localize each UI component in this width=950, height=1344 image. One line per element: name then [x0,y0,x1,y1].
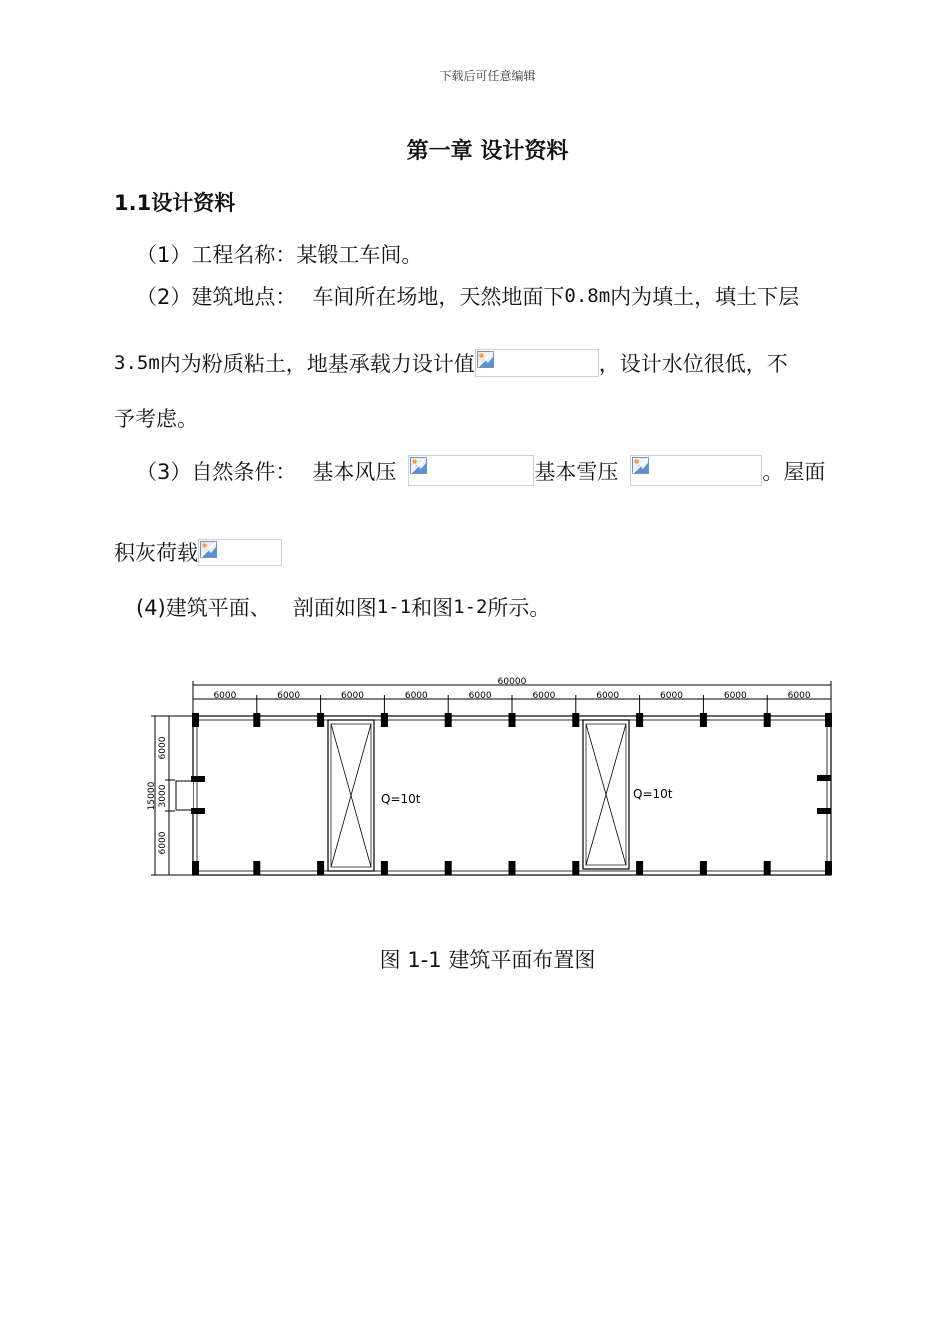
total-length-label: 60000 [497,677,527,687]
width-total-label: 15000 [147,781,157,811]
column-top [572,713,579,727]
bay-dimension-label: 6000 [341,691,364,701]
broken-image-icon [477,351,494,368]
item-2-text-a: 车间所在场地，天然地面下 [312,285,565,309]
right-opening-column-top [817,775,831,781]
item-4-text-c: 所示。 [487,596,551,620]
item-2-text-b: 内为填土，填土下层 [610,285,800,309]
item-natural-conditions [136,455,825,486]
column-top [317,713,324,727]
page-header-note: 下载后可任意编辑 [439,69,536,83]
site-continued-2 [114,403,198,433]
bay-dimension-label: 6000 [660,691,683,701]
fig-ref-2: 1-2 [453,596,488,618]
wind-pressure-label: 基本风压 [312,459,397,484]
item-2-label: （2）建筑地点： [136,285,297,309]
building-inner-wall [197,720,827,871]
broken-image-icon [410,457,427,474]
column-bottom [445,861,452,875]
column-top [825,713,832,727]
left-entrance [176,781,193,810]
column-top [764,713,771,727]
bay-dimension-label: 6000 [468,691,492,701]
item-project-name [136,239,422,269]
wind-pressure-image [408,455,534,486]
bay-dimension-label: 6000 [532,691,556,701]
column-bottom [572,861,579,875]
column-top [636,713,643,727]
item-site [136,281,799,311]
not-considered-text: 予考虑。 [114,407,198,431]
ash-load-image [198,539,282,566]
column-top [192,713,199,727]
broken-image-icon [200,541,217,558]
left-entrance-column-bottom [191,808,205,814]
column-bottom [700,861,707,875]
fig-ref-1: 1-1 [376,596,412,618]
column-bottom [253,861,260,875]
crane-2-label: Q=10t [633,787,673,801]
item-4-label: (4)建筑平面、 [136,596,271,620]
figure-caption: 图 1-1 建筑平面布置图 [379,948,596,972]
column-bottom [509,861,516,875]
bay-dimension-label: 6000 [404,691,428,701]
item-3-label: （3）自然条件： [136,459,297,484]
column-bottom [381,861,388,875]
building-outer-wall [193,716,831,875]
width-span-label-3: 6000 [158,831,168,855]
column-top [253,713,260,727]
width-span-label-1: 6000 [158,736,168,760]
roof-text: 。屋面 [762,459,826,484]
item-4-text-a: 剖面如图 [292,596,377,620]
ash-load-line [114,537,282,567]
site-continued [114,348,788,378]
right-opening-column-bottom [817,808,831,814]
crane-1-label: Q=10t [381,792,421,806]
bay-dimension-label: 6000 [277,691,301,701]
column-top [381,713,388,727]
section-title: 1.1设计资料 [114,191,236,215]
left-entrance-column-top [191,776,205,782]
broken-image-icon [632,457,649,474]
column-bottom [192,861,199,875]
item-1-text: （1）工程名称：某锻工车间。 [136,243,423,267]
bay-dimension-label: 6000 [596,691,620,701]
column-top [445,713,452,727]
soil-depth: 3.5m [114,352,160,374]
bearing-capacity-image [475,349,599,377]
bay-dimension-label: 6000 [787,691,811,701]
column-bottom [317,861,324,875]
bay-dimension-label: 6000 [723,691,747,701]
soil-text: 内为粉质粘土，地基承载力设计值 [159,352,475,376]
water-level-text: ，设计水位很低，不 [598,352,788,376]
item-2-depth: 0.8m [564,285,611,307]
building-plan-figure [140,670,840,885]
snow-pressure-image [630,455,762,486]
item-4-text-b: 和图 [411,596,454,620]
column-bottom [825,861,832,875]
ash-load-label: 积灰荷载 [114,541,198,565]
snow-pressure-label: 基本雪压 [534,459,619,484]
width-span-label-2: 3000 [158,784,168,808]
column-bottom [636,861,643,875]
column-top [700,713,707,727]
column-group [192,713,832,875]
chapter-title: 第一章 设计资料 [406,139,569,164]
bay-dimension-label: 6000 [213,691,237,701]
item-plan-section [136,592,550,622]
column-top [509,713,516,727]
column-bottom [764,861,771,875]
